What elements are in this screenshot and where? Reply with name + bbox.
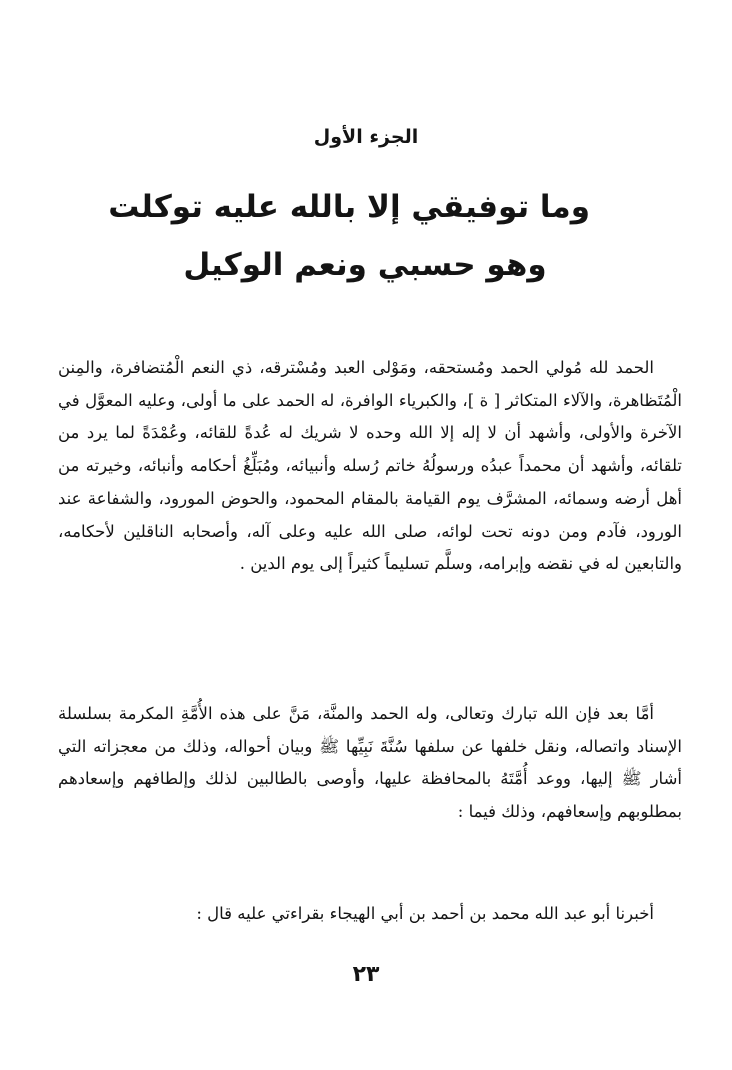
calligraphy-line-2: وهو حسبي ونعم الوكيل xyxy=(183,247,547,283)
page-number: ٢٣ xyxy=(352,962,380,987)
calligraphy-line-1: وما توفيقي إلا بالله عليه توكلت xyxy=(108,189,590,225)
calligraphy-invocation xyxy=(108,178,590,308)
paragraph-isnad-start: أخبرنا أبو عبد الله محمد بن أحمد بن أبي الهيجاء بقراءتي عليه قال : xyxy=(196,904,654,923)
paragraph-opening-praise: الحمد لله مُولي الحمد ومُستحقه، ومَوْلى العبد ومُسْترقه، ذي النعم الْمُتضافرة، والمِنن الْمُتَظاهرة، والآلاء المتكاثر [ ة ]، والكبرياء الوافرة، له الحمد على ما أولى، وعليه المعوَّل في الآخرة والأولى، وأشهد أن لا إله إلا الله وحده لا شريك له عُدةً للقائه، وعُمْدَةً لما يرد من تلقائه، وأشهد أن محمداً عبدُه ورسولُهُ خاتم رُسله وأنبيائه، ومُبَلِّغُ أحكامه وأنبائه، وخيرته من أهل أرضه وسمائه، المشرَّف يوم القيامة بالمقام المحمود، والحوض المورود، والشفاعة عند الورود، فآدم ومن دونه تحت لوائه، صلى الله عليه وعلى آله، وأصحابه الناقلين لأحكامه، والتابعين له في نقضه وإبرامه، وسلَّم تسليماً كثيراً إلى يوم الدين . xyxy=(58,358,682,574)
paragraph-amma-bad: أمَّا بعد فإن الله تبارك وتعالى، وله الحمد والمنَّة، مَنَّ على هذه الأُمَّةِ المكرمة بسلسلة الإسناد واتصاله، ونقل خلفها عن سلفها سُنَّةَ نَبِيِّها ﷺ وبيان أحواله، وذلك من معجزاته التي أشار ﷺ إليها، ووعد أُمَّتَهُ بالمحافظة عليها، وأوصى بالطالبين لذلك وإلطافهم وإسعادهم بمطلوبهم وإسعافهم، وذلك فيما : xyxy=(58,704,682,822)
part-title: الجزء الأول xyxy=(313,126,419,148)
